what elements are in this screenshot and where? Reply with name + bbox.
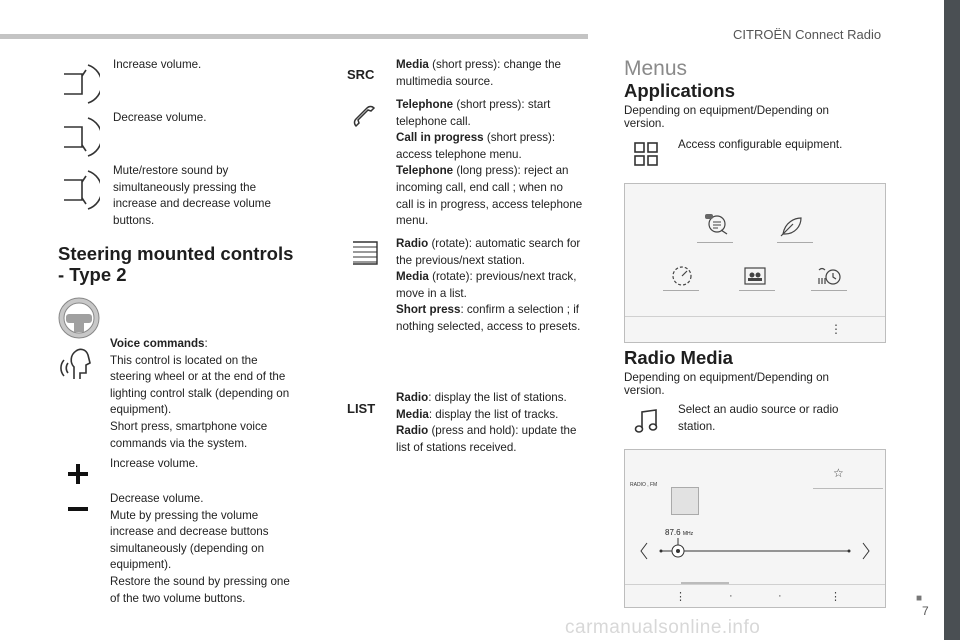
thumbwheel-icon: [350, 238, 380, 268]
menus-title: Menus: [624, 57, 688, 80]
favorite-star-icon[interactable]: ☆: [833, 466, 844, 480]
icon-underline: [777, 242, 813, 243]
radio-rotate-text: Radio (rotate): automatic search for the previous/next station. Media (rotate): previous/next track, move in a list. Short press: confirm a selection ; if nothing selected, access to presets.: [396, 237, 581, 333]
climate-timer-icon: [815, 264, 843, 288]
radio-divider: [813, 488, 883, 489]
voice-commands-text: Voice commands: This control is located on the steering wheel or at the end of the lighting control stalk (depending on equipment). Short press, smartphone voice commands via the system.: [110, 337, 290, 450]
applications-screen: [624, 183, 886, 343]
top-rule-gap: [588, 34, 592, 39]
list-text: Radio: display the list of stations. Media: display the list of tracks. Radio (press and hold): update the list of stations received.: [396, 391, 577, 454]
radio-menu-dots-right[interactable]: ⋮: [830, 591, 841, 603]
list-label: LIST: [347, 401, 376, 416]
minus-text: Decrease volume. Mute by pressing the volume increase and decrease buttons simultaneously (depending on equipment). Restore the sound by pressing one of the two volume buttons.: [110, 492, 290, 605]
voice-bubble-icon: [703, 212, 737, 238]
plus-icon: [68, 464, 88, 484]
applications-item: Access configurable equipment.: [678, 138, 843, 151]
telephone-icon: [352, 104, 378, 130]
contacts-card-icon: [743, 266, 767, 286]
applications-desc: Depending on equipment/Depending on version.: [624, 104, 829, 130]
vol-up-text: Increase volume.: [113, 58, 202, 71]
mute-control-icon: [58, 168, 100, 212]
radio-dot-b[interactable]: ·: [778, 590, 782, 602]
frequency-readout: 87.6 MHz: [665, 528, 694, 537]
page-number: 7: [922, 604, 929, 618]
screen-menu-dots[interactable]: ⋮: [830, 322, 842, 336]
screen-divider: [625, 316, 885, 317]
icon-underline: [811, 290, 847, 291]
icon-underline: [739, 290, 775, 291]
header-title: CITROËN Connect Radio: [733, 27, 882, 42]
tuner-bar[interactable]: [637, 538, 873, 564]
icon-underline: [697, 242, 733, 243]
eco-leaf-icon: [777, 214, 807, 238]
telephone-text: Telephone (short press): start telephone call. Call in progress (short press): access telephone menu. Telephone (long press): reject an incoming call, end call ; when no call is in progress, access telephone menu.: [396, 98, 583, 228]
watermark: carmanualsonline.info: [565, 617, 761, 638]
page-dot: ■: [916, 593, 923, 604]
music-note-icon: [634, 408, 660, 434]
radio-media-item: Select an audio source or radio station.: [678, 403, 839, 433]
radio-menu-dots-left[interactable]: ⋮: [675, 591, 686, 603]
radio-dot-a[interactable]: ·: [729, 590, 733, 602]
minus-icon: [68, 506, 88, 512]
mute-text: Mute/restore sound by simultaneously pressing the increase and decrease volume buttons.: [113, 164, 271, 227]
src-text: Media (short press): change the multimedia source.: [396, 58, 561, 88]
apps-grid-icon: [633, 141, 659, 167]
steering-wheel-icon: [57, 296, 101, 340]
section-heading-steering: Steering mounted controls - Type 2: [58, 243, 294, 285]
station-artwork: [671, 487, 699, 515]
radio-screen: [624, 449, 886, 608]
icon-underline: [663, 290, 699, 291]
plus-text: Increase volume.: [110, 457, 199, 470]
screen-divider: [625, 584, 885, 585]
radio-media-heading: Radio Media: [624, 347, 733, 368]
volume-up-control-icon: [58, 62, 100, 106]
top-rule: [0, 34, 588, 39]
side-bar: [944, 0, 960, 640]
driving-assist-icon: [669, 264, 695, 288]
radio-media-desc: Depending on equipment/Depending on version.: [624, 371, 829, 397]
volume-down-control-icon: [58, 115, 100, 159]
voice-command-icon: [60, 343, 96, 381]
vol-down-text: Decrease volume.: [113, 111, 207, 124]
radio-band-label: RADIO , FM: [630, 482, 658, 488]
applications-heading: Applications: [624, 80, 736, 101]
src-label: SRC: [347, 67, 375, 82]
